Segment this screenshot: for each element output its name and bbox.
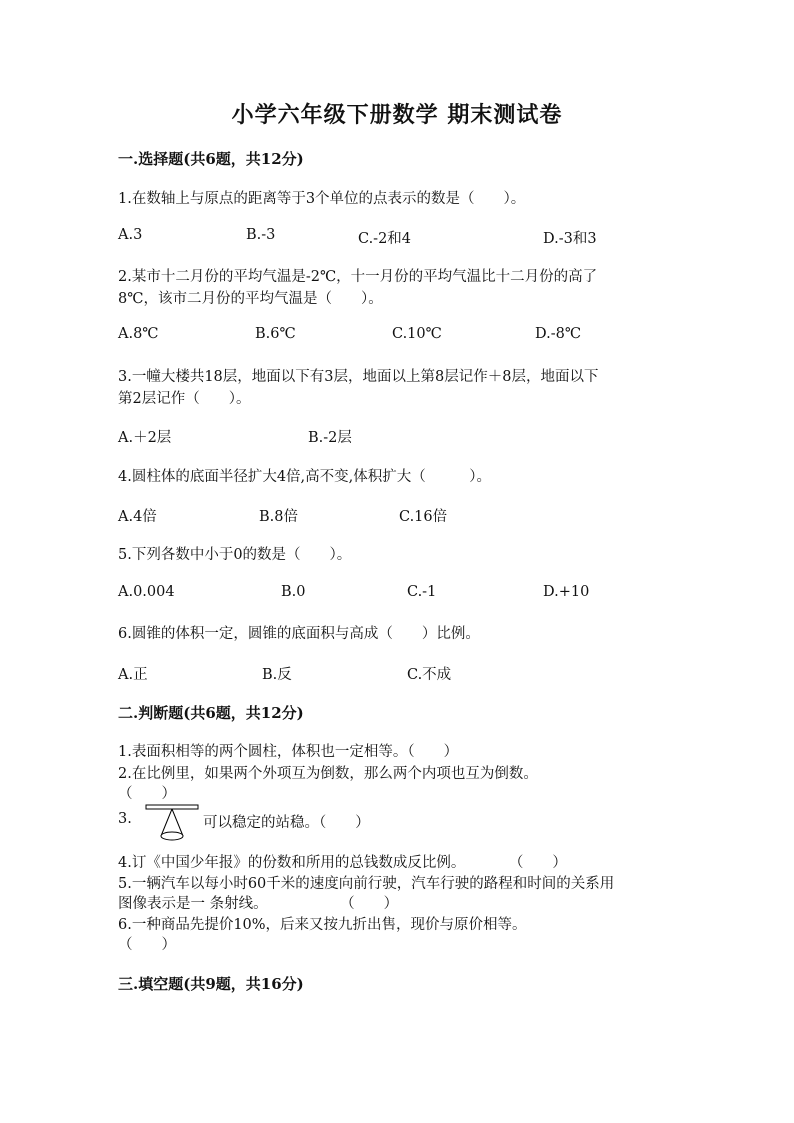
option-a: A.8℃ (118, 326, 159, 342)
section-heading-judgement: 二.判断题(共6题，共12分) (118, 704, 304, 722)
judgement-2-line2: （ ） (118, 786, 176, 802)
option-d: D.-8℃ (535, 326, 582, 342)
option-a: A.＋2层 (118, 430, 172, 446)
cone-on-plank-figure (143, 803, 201, 845)
judgement-1: 1.表面积相等的两个圆柱，体积也一定相等。（ ） (118, 744, 459, 760)
judgement-5-line1: 5.一辆汽车以每小时60千米的速度向前行驶，汽车行驶的路程和时间的关系用 (118, 876, 615, 892)
section-heading-choice: 一.选择题(共6题，共12分) (118, 150, 304, 168)
option-c: C.-1 (407, 584, 437, 600)
judgement-3-number: 3. (118, 811, 132, 827)
question-3-line1: 3.一幢大楼共18层，地面以下有3层，地面以上第8层记作＋8层，地面以下 (118, 369, 599, 385)
question-4-text: 4.圆柱体的底面半径扩大4倍,高不变,体积扩大（ ）。 (118, 469, 492, 485)
option-b: B.8倍 (259, 509, 298, 525)
option-c: C.10℃ (392, 326, 442, 342)
page-title: 小学六年级下册数学 期末测试卷 (231, 102, 563, 128)
option-c: C.-2和4 (358, 231, 412, 247)
option-c: C.16倍 (399, 509, 448, 525)
judgement-2-line1: 2.在比例里，如果两个外项互为倒数，那么两个内项也互为倒数。 (118, 766, 538, 782)
question-2-line2: 8℃，该市二月份的平均气温是（ ）。 (118, 291, 383, 307)
option-a: A.正 (118, 667, 148, 683)
option-b: B.-2层 (308, 430, 352, 446)
option-b: B.反 (262, 667, 292, 683)
section-heading-fill-blank: 三.填空题(共9题，共16分) (118, 975, 304, 993)
option-d: D.-3和3 (543, 231, 597, 247)
question-2-line1: 2.某市十二月份的平均气温是-2℃，十一月份的平均气温比十二月份的高了 (118, 269, 598, 285)
question-1-text: 1.在数轴上与原点的距离等于3个单位的点表示的数是（ ）。 (118, 191, 526, 207)
option-b: B.0 (281, 584, 306, 600)
option-a: A.4倍 (118, 509, 157, 525)
judgement-3-text: 可以稳定的站稳。（ ） (203, 815, 370, 831)
judgement-6-line1: 6.一种商品先提价10%，后来又按九折出售，现价与原价相等。 (118, 917, 527, 933)
judgement-4: 4.订《中国少年报》的份数和所用的总钱数成反比例。 （ ） (118, 855, 567, 871)
option-d: D.+10 (543, 584, 590, 600)
question-5-text: 5.下列各数中小于0的数是（ ）。 (118, 547, 352, 563)
option-c: C.不成 (407, 667, 452, 683)
option-b: B.-3 (246, 227, 276, 243)
option-b: B.6℃ (255, 326, 296, 342)
option-a: A.3 (118, 227, 143, 243)
question-6-text: 6.圆锥的体积一定，圆锥的底面积与高成（ ）比例。 (118, 626, 480, 642)
option-a: A.0.004 (118, 584, 175, 600)
judgement-6-line2: （ ） (118, 937, 176, 953)
judgement-5-line2: 图像表示是一 条射线。 （ ） (118, 896, 399, 912)
question-3-line2: 第2层记作（ ）。 (118, 391, 251, 407)
